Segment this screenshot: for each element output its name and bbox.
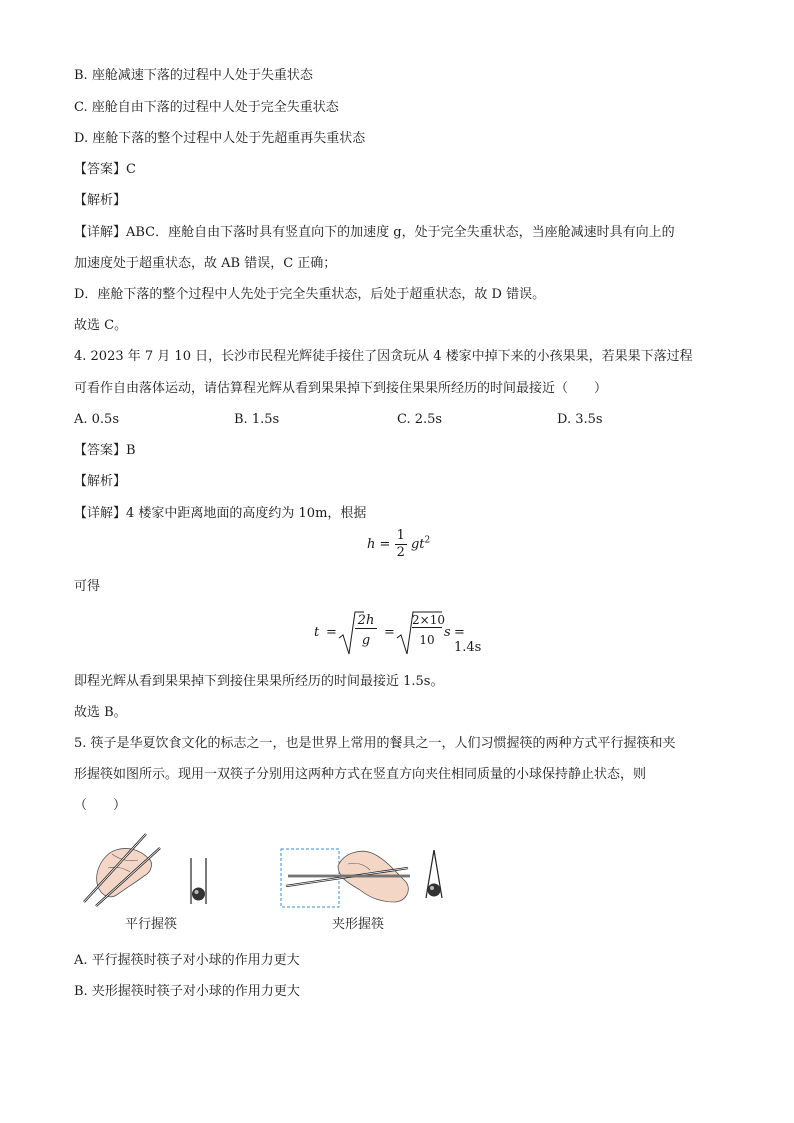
formula-exponent: 2 (424, 535, 431, 546)
q4-stem-line-1: 4. 2023 年 7 月 10 日，长沙市民程光辉徒手接住了因贪玩从 4 楼家中掉下来的小孩果果，若果果下落过程 (74, 349, 693, 364)
q4-detail-line-1: 【详解】4 楼家中距离地面的高度约为 10m，根据 (74, 506, 367, 521)
formula-result: = 1.4s (454, 625, 482, 655)
formula-den-g: g (361, 633, 371, 648)
formula-unit-s: s (444, 625, 451, 640)
q5-stem-line-1: 5. 筷子是华夏饮食文化的标志之一，也是世界上常用的餐具之一，人们习惯握筷的两种方式平行握筷和夹 (74, 736, 676, 751)
formula-time (314, 608, 484, 658)
parallel-grip-illustration (78, 832, 213, 912)
formula-free-fall (367, 528, 430, 561)
formula-equals-1: = (326, 625, 337, 640)
formula-gt: gt (410, 537, 425, 552)
formula-numerator: 1 (396, 528, 405, 543)
q4-option-b: B. 1.5s (234, 412, 280, 427)
q4-option-c: C. 2.5s (397, 412, 443, 427)
q4-option-a: A. 0.5s (74, 412, 119, 427)
q4-answer: 【答案】B (74, 443, 136, 458)
q4-stem-line-2: 可看作自由落体运动，请估算程光辉从看到果果掉下到接住果果所经历的时间最接近（ ） (74, 381, 608, 396)
formula-num-2x10: 2×10 (412, 613, 445, 627)
q4-conclusion: 即程光辉从看到果果掉下到接住果果所经历的时间最接近 1.5s。 (74, 674, 444, 689)
formula-num-2h: 2h (355, 613, 377, 629)
caption-parallel-grip: 平行握筷 (125, 917, 178, 932)
q3-analysis-heading: 【解析】 (74, 193, 127, 208)
q4-option-d: D. 3.5s (557, 412, 603, 427)
formula-half-fraction (395, 528, 407, 561)
q3-detail-line-1: 【详解】ABC．座舱自由下落时具有竖直向下的加速度 g，处于完全失重状态，当座舱减速时具有向上的 (74, 225, 675, 240)
q3-option-c: C. 座舱自由下落的过程中人处于完全失重状态 (74, 100, 339, 115)
q4-choose: 故选 B。 (74, 705, 127, 720)
q5-stem-line-3: （ ） (74, 798, 127, 813)
q3-option-d: D. 座舱下落的整个过程中人处于先超重再失重状态 (74, 131, 366, 146)
formula-t: t (314, 625, 320, 640)
clamp-grip-illustration (278, 846, 448, 910)
formula-equals: = (379, 537, 391, 552)
q4-analysis-heading: 【解析】 (74, 474, 127, 489)
q3-choose: 故选 C。 (74, 318, 128, 333)
q3-detail-line-3: D．座舱下落的整个过程中人先处于完全失重状态，后处于超重状态，故 D 错误。 (74, 287, 546, 302)
q5-stem-line-2: 形握筷如图所示。现用一双筷子分别用这两种方式在竖直方向夹住相同质量的小球保持静止状态，则 (74, 767, 647, 782)
formula-den-10: 10 (419, 633, 435, 647)
q3-detail-line-2: 加速度处于超重状态，故 AB 错误，C 正确； (74, 256, 337, 271)
q4-then: 可得 (74, 579, 101, 594)
q5-option-a: A. 平行握筷时筷子对小球的作用力更大 (74, 953, 300, 968)
q3-answer: 【答案】C (74, 162, 136, 177)
q3-option-b: B. 座舱减速下落的过程中人处于失重状态 (74, 68, 313, 83)
formula-equals-2: = (384, 625, 395, 640)
q5-option-b: B. 夹形握筷时筷子对小球的作用力更大 (74, 984, 300, 999)
formula-h: h (367, 537, 376, 552)
caption-clamp-grip: 夹形握筷 (332, 917, 385, 932)
formula-denominator: 2 (396, 545, 405, 560)
